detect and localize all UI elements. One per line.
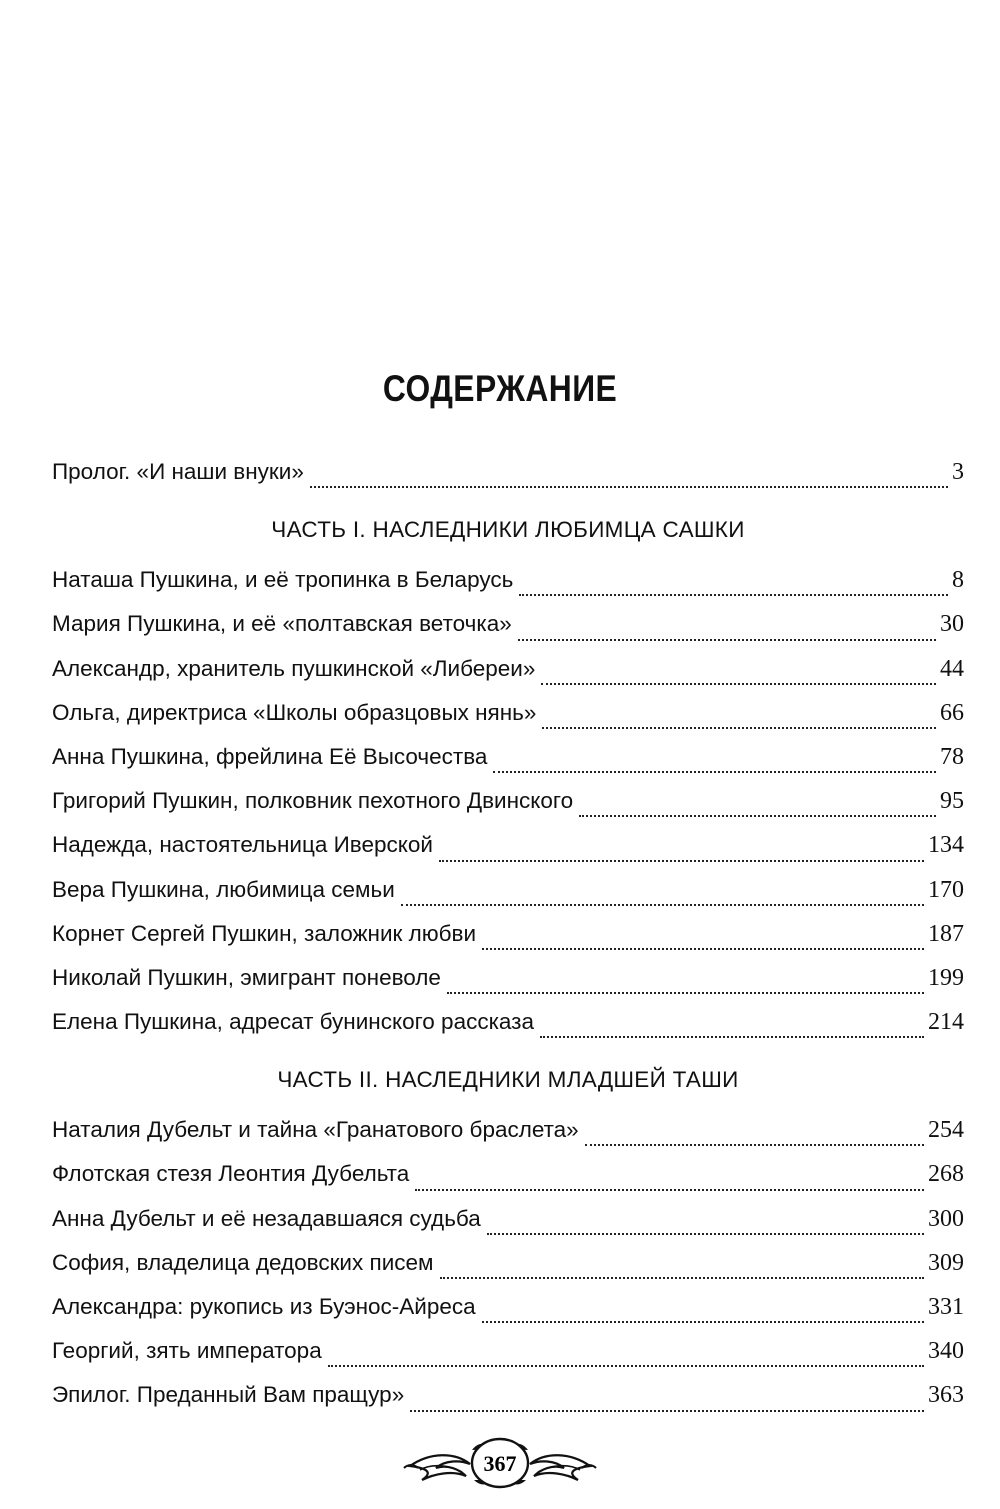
toc-entry-page: 170	[928, 876, 964, 903]
toc-entry[interactable]	[52, 823, 964, 867]
toc-entry-label: Наташа Пушкина, и её тропинка в Беларусь	[52, 567, 514, 593]
toc-entry-page: 8	[952, 567, 964, 594]
dot-leader	[415, 1189, 924, 1191]
toc-entry-page: 134	[928, 832, 964, 859]
toc-entry-label: Пролог. «И наши внуки»	[52, 459, 304, 484]
dot-leader	[482, 1321, 924, 1323]
toc-entry-page: 78	[940, 743, 964, 770]
dot-leader	[410, 1410, 924, 1412]
toc-entry-page: 340	[928, 1338, 964, 1365]
toc-entry-page: 3	[952, 459, 964, 485]
toc-entry-page: 309	[928, 1249, 964, 1276]
scroll-ornament-icon	[400, 1430, 600, 1496]
table-of-contents	[52, 450, 964, 1418]
dot-leader	[585, 1144, 924, 1146]
toc-entry[interactable]	[52, 1329, 964, 1373]
toc-entry-page: 268	[928, 1161, 964, 1188]
toc-entry[interactable]	[52, 1197, 964, 1241]
toc-entry-page: 66	[940, 699, 964, 726]
toc-entry-label: Елена Пушкина, адресат бунинского рассказа	[52, 1009, 535, 1035]
toc-entry-label: Анна Дубельт и её незадавшаяся судьба	[52, 1205, 481, 1231]
toc-entry-page: 187	[928, 920, 964, 947]
dot-leader	[439, 860, 924, 862]
toc-entry-label: Наталия Дубельт и тайна «Гранатового браслета»	[52, 1117, 579, 1143]
toc-entry[interactable]	[52, 1000, 964, 1044]
toc-entry[interactable]	[52, 1241, 964, 1285]
toc-entry-label: Анна Пушкина, фрейлина Её Высочества	[52, 743, 488, 769]
toc-entry-page: 199	[928, 964, 964, 991]
toc-entry-page: 44	[940, 655, 964, 682]
toc-entry[interactable]	[52, 912, 964, 956]
toc-entry[interactable]	[52, 779, 964, 823]
page-number-footer	[0, 1428, 1000, 1498]
toc-entry[interactable]	[52, 602, 964, 646]
toc-entry[interactable]	[52, 1108, 964, 1152]
dot-leader	[440, 1277, 925, 1279]
toc-entry-label: Корнет Сергей Пушкин, заложник любви	[52, 920, 477, 946]
toc-entry-page: 30	[940, 611, 964, 638]
toc-entry-page: 214	[928, 1009, 964, 1036]
toc-entry-label: Григорий Пушкин, полковник пехотного Двинского	[52, 788, 574, 814]
part-heading-1: ЧАСТЬ I. НАСЛЕДНИКИ ЛЮБИМЦА САШКИ	[271, 517, 745, 543]
toc-entry-label: Александра: рукопись из Буэнос-Айреса	[52, 1294, 476, 1319]
toc-entry[interactable]	[52, 1152, 964, 1196]
toc-entry[interactable]	[52, 558, 964, 602]
dot-leader	[540, 1036, 924, 1038]
toc-entry-page: 254	[928, 1117, 964, 1144]
toc-entry-label: Флотская стезя Леонтия Дубельта	[52, 1161, 410, 1187]
toc-entry[interactable]	[52, 868, 964, 912]
toc-entry-label: Николай Пушкин, эмигрант поневоле	[52, 964, 441, 990]
toc-entry-label: Александр, хранитель пушкинской «Либереи»	[52, 655, 536, 681]
toc-entry[interactable]	[52, 647, 964, 691]
dot-leader	[519, 594, 948, 596]
toc-entry-label: Эпилог. Преданный Вам пращур»	[52, 1382, 405, 1408]
toc-entry-page: 363	[928, 1382, 964, 1409]
dot-leader	[482, 948, 924, 950]
toc-entry[interactable]	[52, 956, 964, 1000]
dot-leader	[401, 904, 924, 906]
toc-entry-label: Ольга, директриса «Школы образцовых нянь»	[52, 699, 537, 725]
page-title: СОДЕРЖАНИЕ	[382, 368, 618, 409]
toc-entry[interactable]	[52, 1285, 964, 1329]
toc-entry-page: 95	[940, 788, 964, 815]
toc-entry-page: 331	[928, 1294, 964, 1320]
toc-entry-page: 300	[928, 1205, 964, 1232]
page-number: 367	[483, 1451, 517, 1476]
toc-entry-prologue[interactable]	[52, 450, 964, 494]
dot-leader	[542, 727, 936, 729]
toc-entry-epilogue[interactable]	[52, 1373, 964, 1417]
toc-entry-label: Вера Пушкина, любимица семьи	[52, 876, 395, 902]
toc-entry[interactable]	[52, 735, 964, 779]
dot-leader	[541, 683, 936, 685]
toc-entry-label: Надежда, настоятельница Иверской	[52, 832, 433, 858]
toc-entry[interactable]	[52, 691, 964, 735]
dot-leader	[518, 639, 936, 641]
toc-entry-label: София, владелица дедовских писем	[52, 1249, 434, 1275]
dot-leader	[579, 815, 936, 817]
part-heading-2: ЧАСТЬ II. НАСЛЕДНИКИ МЛАДШЕЙ ТАШИ	[277, 1067, 739, 1093]
dot-leader	[310, 486, 948, 488]
dot-leader	[493, 771, 936, 773]
toc-entry-label: Мария Пушкина, и её «полтавская веточка»	[52, 611, 512, 637]
dot-leader	[487, 1233, 924, 1235]
dot-leader	[328, 1365, 924, 1367]
toc-entry-label: Георгий, зять императора	[52, 1338, 322, 1364]
dot-leader	[447, 992, 924, 994]
